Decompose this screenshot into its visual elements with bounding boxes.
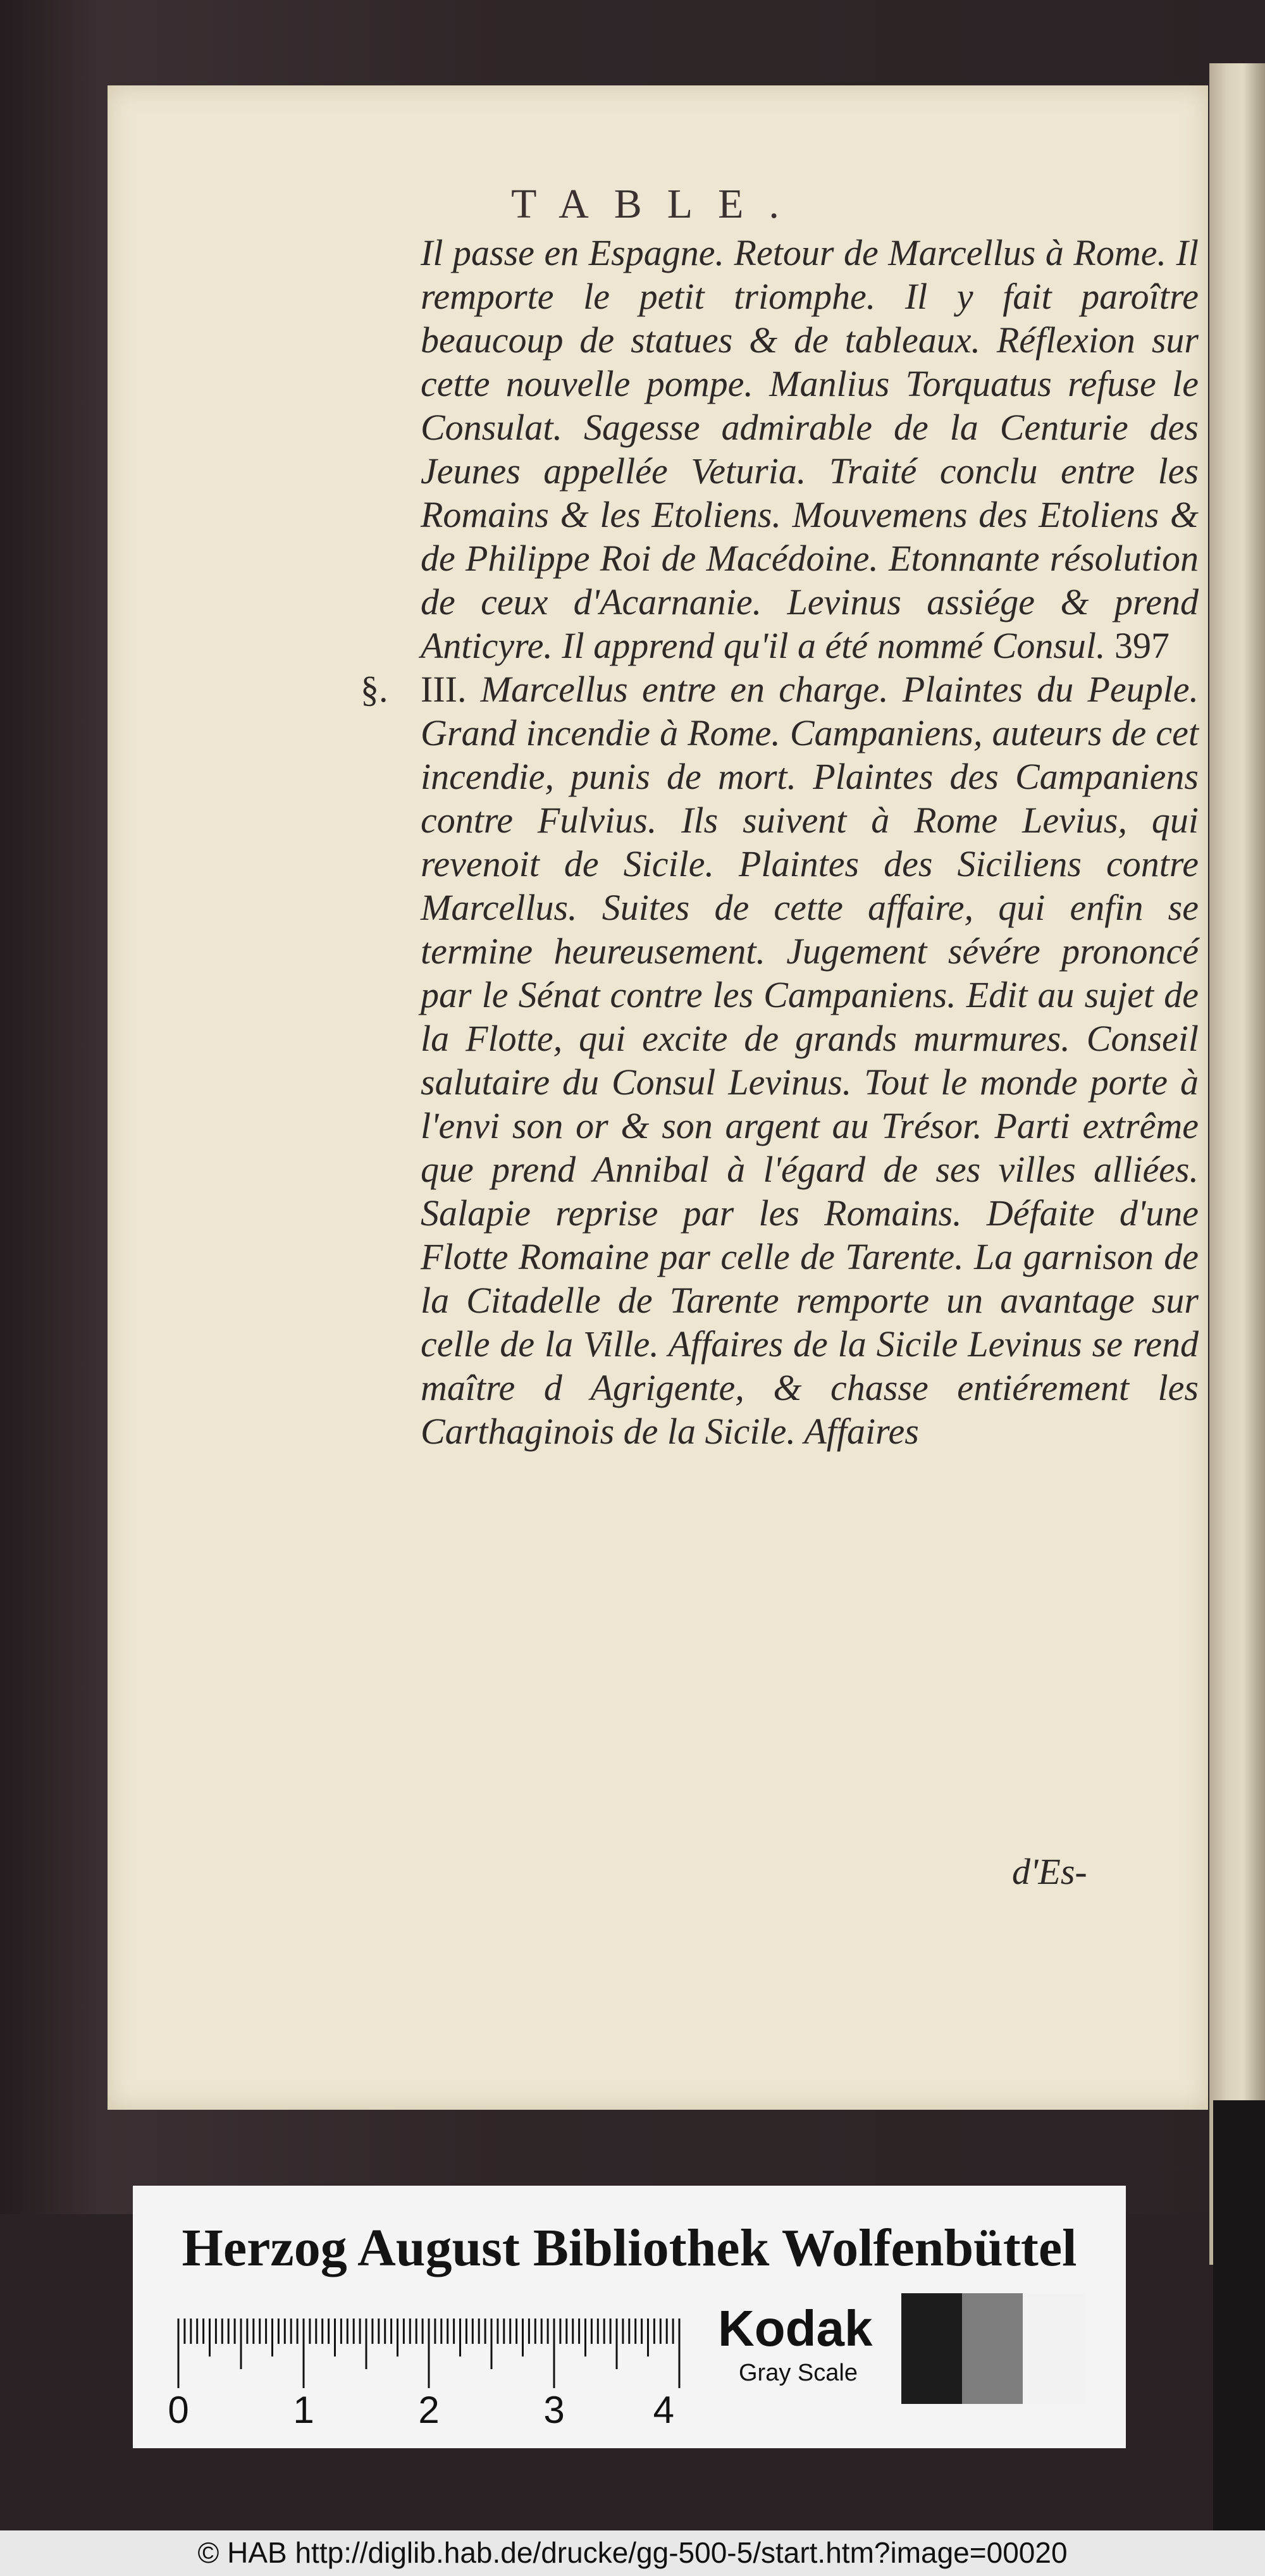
- ruler-label-3: 3: [543, 2389, 565, 2431]
- kodak-subtitle: Gray Scale: [739, 2360, 858, 2386]
- book-edge-shadow: [1213, 2100, 1265, 2530]
- swatch-white: [1023, 2293, 1083, 2404]
- ruler-label-2: 2: [418, 2389, 440, 2431]
- ruler-label-4: 4: [653, 2389, 674, 2431]
- ruler-label-1: 1: [293, 2389, 314, 2431]
- entry-text: Il passe en Espagne. Retour de Marcellus à Rome. Il remporte le petit triomphe. Il y fait paroître beaucoup de statues & de tableaux. Réflexion sur cette nouvelle pompe. Manlius Torquatus refuse le Consulat. Sagesse admirable de la Centurie des Jeunes appellée Veturia. Traité conclu entre les Romains & les Etoliens. Mouvemens des Etoliens & de Philippe Roi de Macédoine. Etonnante résolution de ceux d'Acarnanie. Levinus assiége & prend Anticyre. Il apprend qu'il a été nommé Consul.: [421, 232, 1199, 666]
- section-mark: §.: [361, 669, 388, 710]
- scale-ruler: [168, 2312, 677, 2439]
- table-entries: [361, 231, 1199, 1453]
- book-page: [108, 85, 1208, 2110]
- section-paragraph: [361, 667, 1199, 1453]
- catchword: d'Es-: [1012, 1851, 1087, 1892]
- kodak-logo: Kodak: [718, 2300, 873, 2356]
- footer-bar: [0, 2530, 1265, 2576]
- copyright-link[interactable]: © HAB http://diglib.hab.de/drucke/gg-500-5/start.htm?image=00020: [197, 2536, 1068, 2569]
- section-text: Marcellus entre en charge. Plaintes du Peuple. Grand incendie à Rome. Campaniens, auteurs de cet incendie, punis de mort. Plaintes des Campaniens contre Fulvius. Ils suivent à Rome Levius, qui revenoit de Sicile. Plaintes des Siciliens contre Marcellus. Suites de cette affaire, qui enfin se termine heureusement. Jugement sévére prononcé par le Sénat contre les Campaniens. Edit au sujet de la Flotte, qui excite de grands murmures. Conseil salutaire du Consul Levinus. Tout le monde porte à l'envi son or & son argent au Trésor. Parti extrême que prend Annibal à l'égard de ses villes alliées. Salapie reprise par les Romains. Défaite d'une Flotte Romaine par celle de Tarente. La garnison de la Citadelle de Tarente remporte un avantage sur celle de la Ville. Affaires de la Sicile Levinus se rend maître d Agrigente, & chasse entiérement les Carthaginois de la Sicile. Affaires: [421, 669, 1199, 1452]
- swatch-gray: [962, 2293, 1023, 2404]
- entry-paragraph: [421, 231, 1199, 667]
- color-target-card: [133, 2186, 1126, 2448]
- running-header: TABLE.: [511, 181, 805, 227]
- page-reference: 397: [1114, 625, 1170, 666]
- institution-name: Herzog August Bibliothek Wolfenbüttel: [182, 2219, 1077, 2277]
- gray-swatches: [901, 2293, 1083, 2404]
- next-page-edge: [1209, 63, 1265, 2265]
- ruler-label-0: 0: [168, 2389, 189, 2431]
- swatch-black: [901, 2293, 962, 2404]
- section-number: III.: [421, 669, 467, 710]
